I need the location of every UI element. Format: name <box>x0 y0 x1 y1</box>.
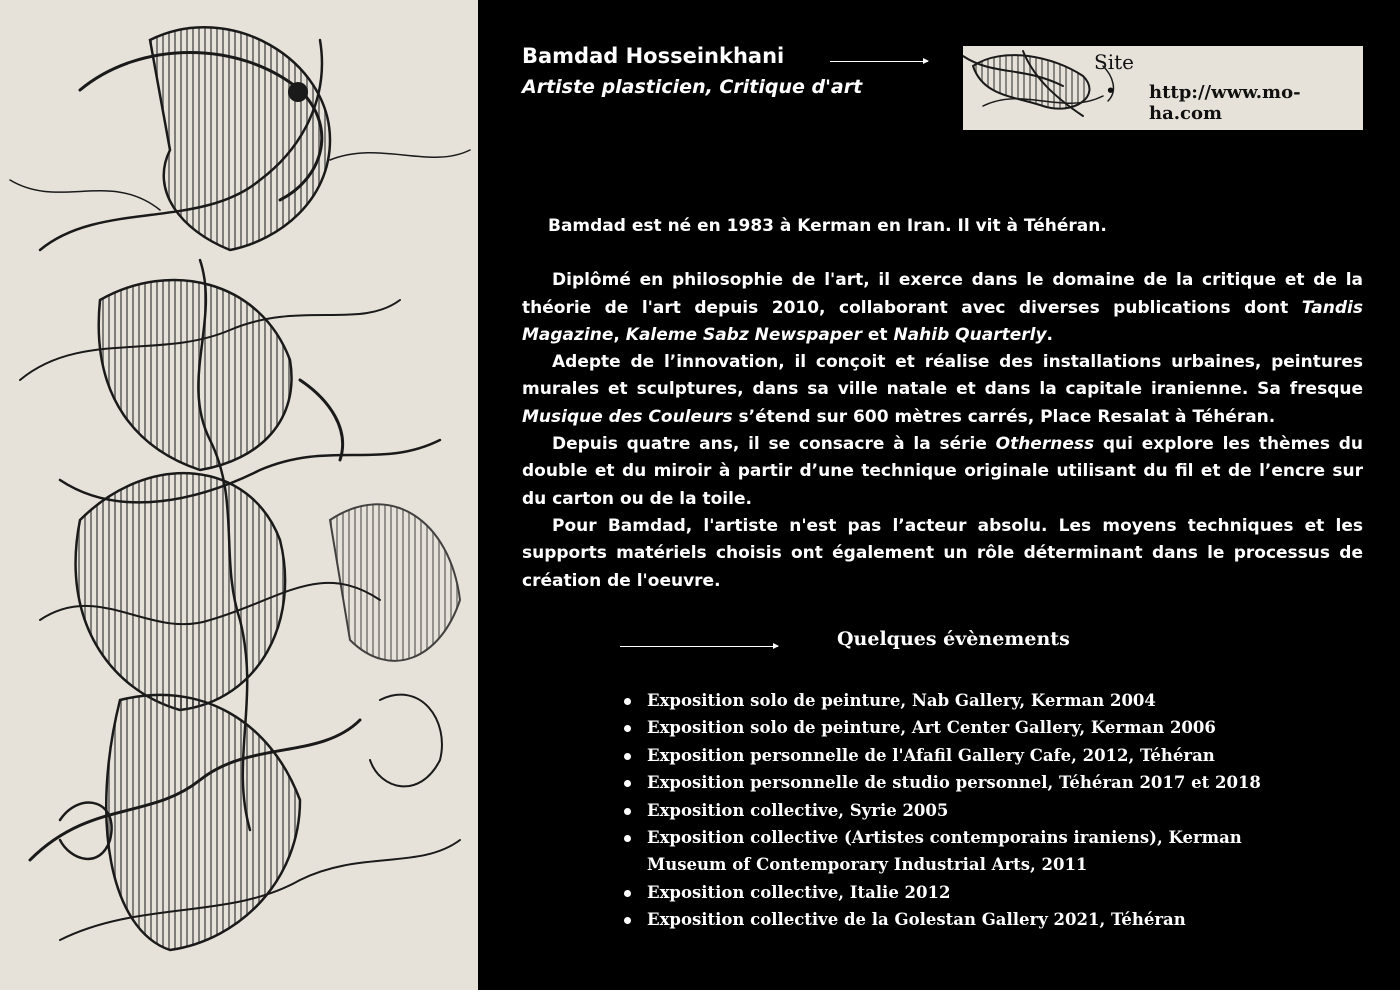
bio-intro: Bamdad est né en 1983 à Kerman en Iran. Il vit à Téhéran. <box>548 216 1107 236</box>
arrow-right-icon <box>830 61 928 62</box>
bio-text: Adepte de l’innovation, il conçoit et réalise des installations urbaines, peintures murales et sculptures, dans sa ville natale et dans la capitale iranienne. Sa fresque <box>522 352 1363 400</box>
bullet-icon: • <box>1105 80 1117 102</box>
artwork-image <box>0 0 478 990</box>
site-url-link[interactable]: http://www.mo-ha.com <box>1149 82 1301 124</box>
publication-title: Nahib Quarterly <box>893 324 1047 345</box>
bio-paragraph-4: Pour Bamdad, l'artiste n'est pas l’acteur absolu. Les moyens techniques et les supports matériels choisis ont également un rôle déterminant dans le processus de création de l'oeuvre. <box>522 515 1363 591</box>
arrow-right-icon <box>620 646 778 647</box>
artist-name: Bamdad Hosseinkhani <box>522 44 785 68</box>
artwork-title: Musique des Couleurs <box>522 406 733 427</box>
list-item: Exposition collective, Syrie 2005 <box>622 797 1322 824</box>
publication-title: Kaleme Sabz Newspaper <box>625 324 862 345</box>
site-label: Site <box>1094 50 1134 74</box>
list-item: Exposition solo de peinture, Nab Gallery, Kerman 2004 <box>622 687 1322 714</box>
bio-text: Depuis quatre ans, il se consacre à la série <box>552 434 996 455</box>
list-item: Exposition collective (Artistes contemporains iraniens), Kerman Museum of Contemporary Industrial Arts, 2011 <box>622 824 1257 879</box>
bio-text: et <box>861 324 894 345</box>
series-title: Otherness <box>995 434 1095 455</box>
artist-role: Artiste plasticien, Critique d'art <box>522 76 863 98</box>
ink-drawing <box>0 0 478 990</box>
bio-text: s’étend sur 600 mètres carrés, Place Resalat à Téhéran. <box>732 406 1276 427</box>
list-item: Exposition collective de la Golestan Gallery 2021, Téhéran <box>622 906 1322 933</box>
bio-text: Diplômé en philosophie de l'art, il exerce dans le domaine de la critique et de la théorie de l'art depuis 2010, collaborant avec diverses publications dont <box>522 270 1363 318</box>
bio-paragraph-3 <box>522 431 1363 513</box>
publication-title: Tandis Magazine <box>522 297 1363 345</box>
bio-paragraph-2 <box>522 349 1363 431</box>
bio-text: , <box>613 324 626 345</box>
site-box <box>963 46 1363 130</box>
list-item: Exposition personnelle de l'Afafil Gallery Cafe, 2012, Téhéran <box>622 742 1322 769</box>
bio-text: . <box>1046 324 1053 345</box>
events-title: Quelques évènements <box>837 628 1070 650</box>
biography <box>522 213 1363 595</box>
list-item: Exposition collective, Italie 2012 <box>622 879 1322 906</box>
bio-paragraph-1 <box>522 267 1363 349</box>
list-item: Exposition personnelle de studio personnel, Téhéran 2017 et 2018 <box>622 769 1322 796</box>
events-list <box>622 687 1322 934</box>
bio-text: qui explore les thèmes du double et du miroir à partir d’une technique originale utilisant du fil et de l’encre sur du carton ou de la toile. <box>522 434 1363 509</box>
list-item: Exposition solo de peinture, Art Center Gallery, Kerman 2006 <box>622 714 1322 741</box>
